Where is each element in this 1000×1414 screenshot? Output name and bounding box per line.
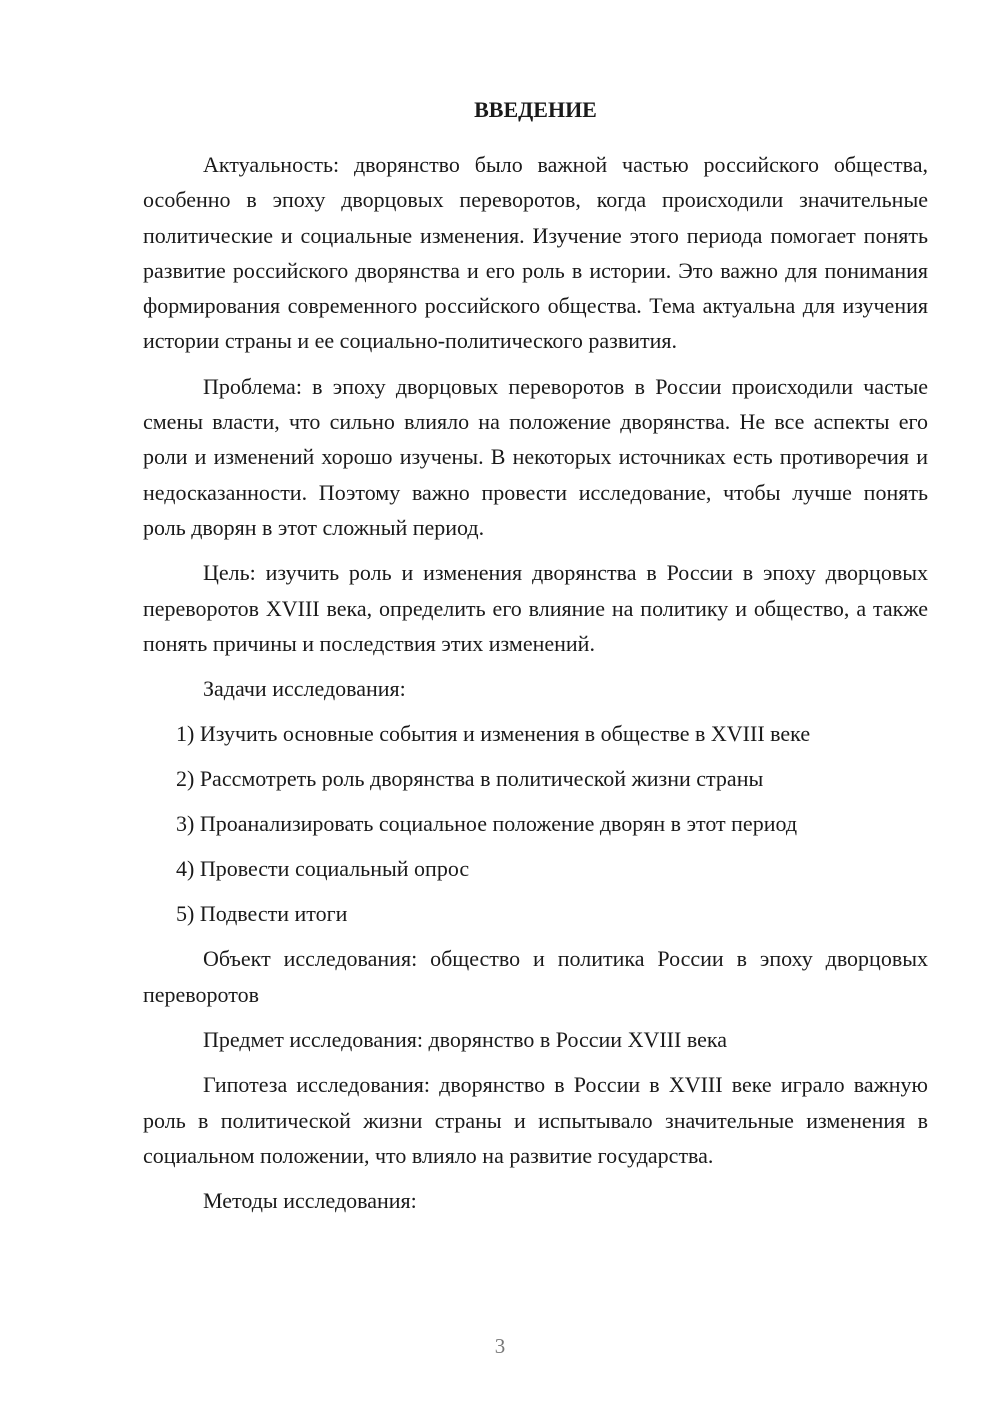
paragraph-problem: Проблема: в эпоху дворцовых переворотов в России происходили частые смены власти, что сильно влияло на положение дворянства. Не все аспекты его роли и изменений хорошо изучены. В некоторых источниках есть противоречия и недосказанности. Поэтому важно провести исследование, чтобы лучше понять роль дворян в этот сложный период. <box>143 373 928 540</box>
task-item: 3) Проанализировать социальное положение дворян в этот период <box>176 811 798 837</box>
section-title: ВВЕДЕНИЕ <box>474 97 597 122</box>
paragraph-relevance: Актуальность: дворянство было важной частью российского общества, особенно в эпоху дворцовых переворотов, когда происходили значительные политические и социальные изменения. Изучение этого периода помогает понять развитие российского дворянства и его роль в истории. Это важно для понимания формирования современного российского общества. Тема актуальна для изучения истории страны и ее социально-политического развития. <box>143 152 928 354</box>
task-item: 2) Рассмотреть роль дворянства в политической жизни страны <box>176 766 764 792</box>
paragraph-hypothesis: Гипотеза исследования: дворянство в России в XVIII веке играло важную роль в политической жизни страны и испытывало значительные изменения в социальном положении, что влияло на развитие государства. <box>143 1072 928 1168</box>
methods-heading: Методы исследования: <box>203 1188 417 1214</box>
paragraph-goal: Цель: изучить роль и изменения дворянства в России в эпоху дворцовых переворотов XVIII века, определить его влияние на политику и общество, а также понять причины и последствия этих изменений. <box>143 560 928 656</box>
task-item: 5) Подвести итоги <box>176 901 348 927</box>
paragraph-subject: Предмет исследования: дворянство в России XVIII века <box>203 1027 727 1053</box>
task-item: 4) Провести социальный опрос <box>176 856 470 882</box>
page-content <box>143 96 928 1229</box>
paragraph-object: Объект исследования: общество и политика России в эпоху дворцовых переворотов <box>143 946 928 1007</box>
task-item: 1) Изучить основные события и изменения в обществе в XVIII веке <box>176 721 811 747</box>
tasks-heading: Задачи исследования: <box>203 676 406 702</box>
page-number: 3 <box>494 1334 506 1358</box>
